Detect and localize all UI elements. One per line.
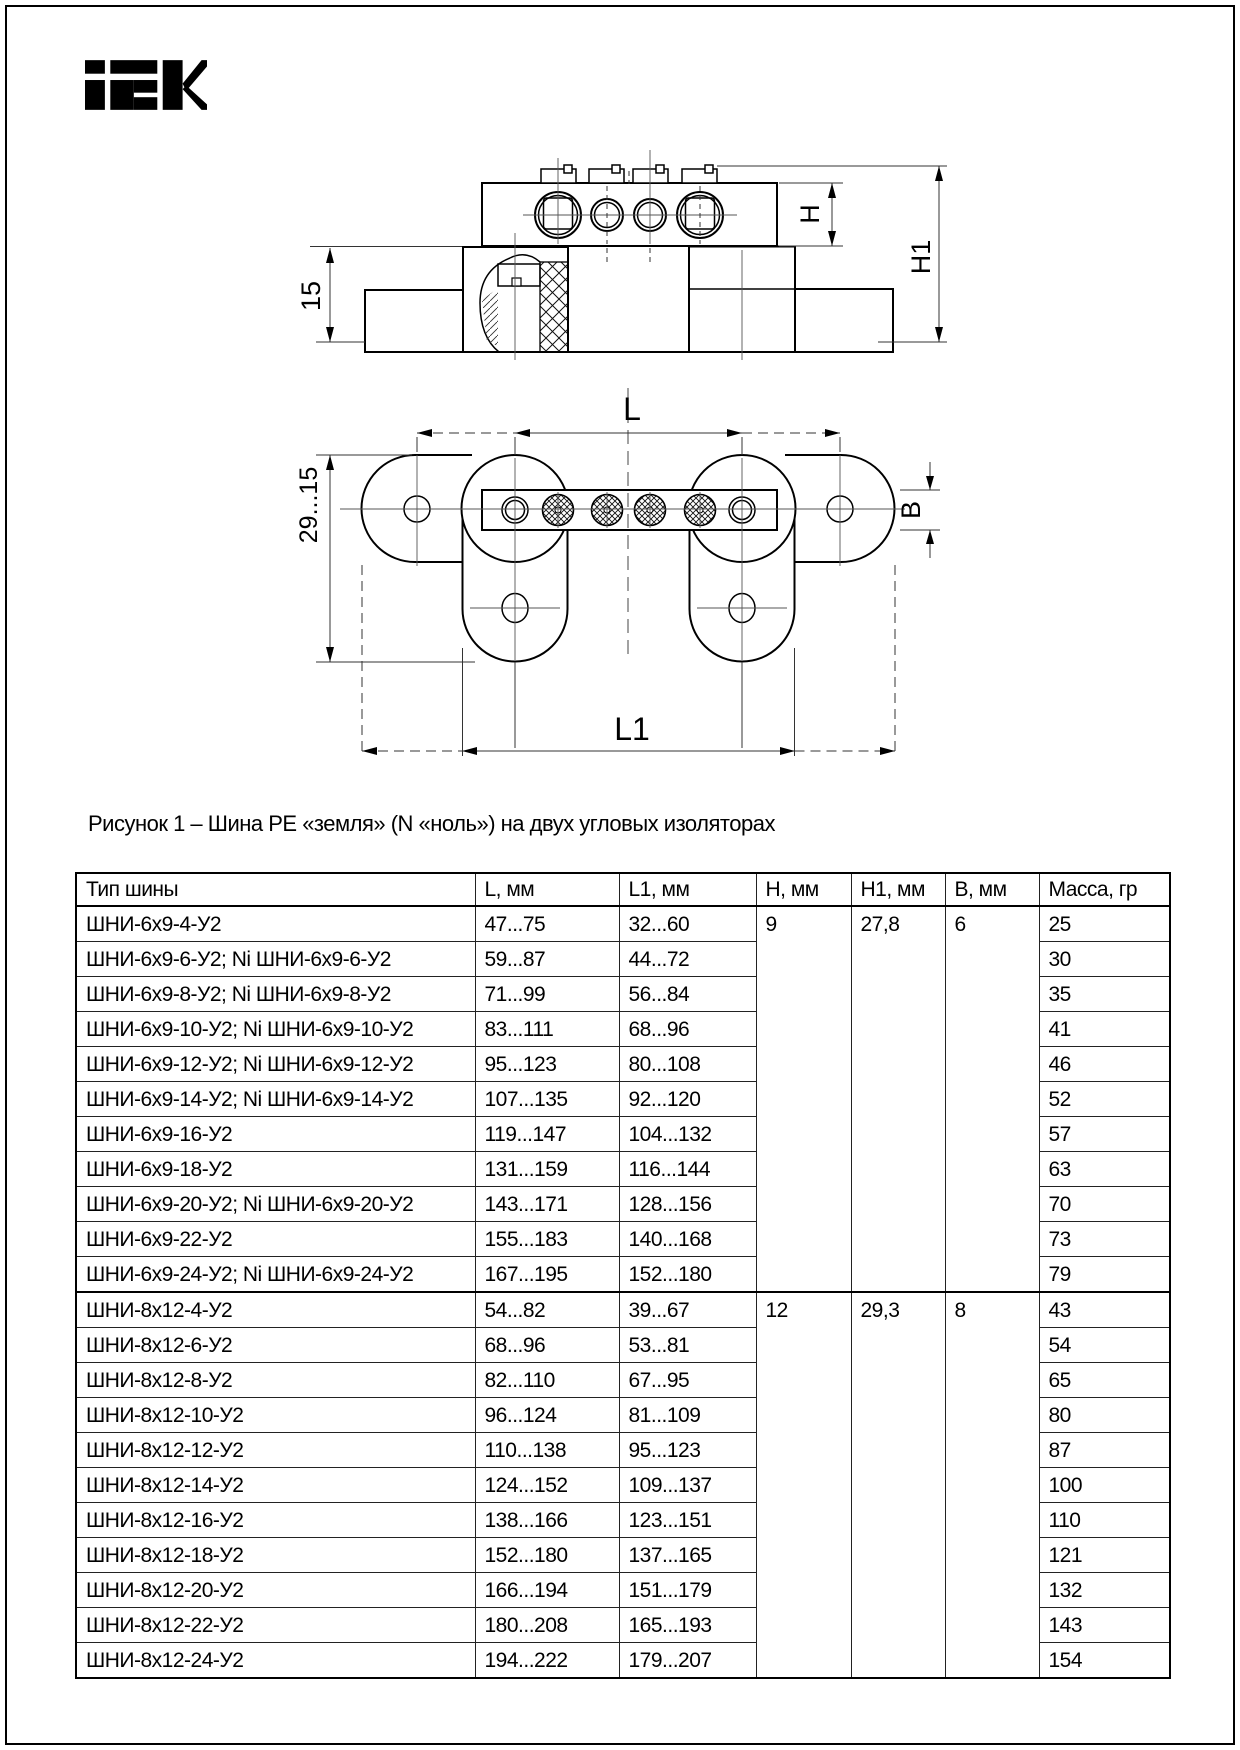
table-cell: 104...132 <box>619 1117 756 1152</box>
spec-table <box>75 872 1171 1679</box>
table-cell: 124...152 <box>475 1468 619 1503</box>
table-cell: ШНИ-8х12-10-У2 <box>76 1398 475 1433</box>
table-cell: 46 <box>1039 1047 1170 1082</box>
table-cell: 107...135 <box>475 1082 619 1117</box>
dim-l <box>417 391 840 455</box>
table-cell: 30 <box>1039 942 1170 977</box>
table-cell: 12 <box>756 1292 851 1678</box>
table-cell: 96...124 <box>475 1398 619 1433</box>
dim-b <box>896 462 940 558</box>
table-cell: 25 <box>1039 906 1170 942</box>
table-cell: 110 <box>1039 1503 1170 1538</box>
table-cell: 110...138 <box>475 1433 619 1468</box>
table-cell: 152...180 <box>619 1257 756 1293</box>
table-cell: 121 <box>1039 1538 1170 1573</box>
dim-label-l1: L1 <box>614 711 650 747</box>
dim-15 <box>296 248 365 342</box>
table-cell: 67...95 <box>619 1363 756 1398</box>
table-cell: 151...179 <box>619 1573 756 1608</box>
table-cell: ШНИ-8х12-22-У2 <box>76 1608 475 1643</box>
table-cell: 194...222 <box>475 1643 619 1679</box>
table-cell: ШНИ-6х9-6-У2; Ni ШНИ-6х9-6-У2 <box>76 942 475 977</box>
table-cell: 73 <box>1039 1222 1170 1257</box>
figure-caption: Рисунок 1 – Шина PE «земля» (N «ноль») на двух угловых изоляторах <box>88 811 775 836</box>
column-header: L, мм <box>475 873 619 906</box>
table-cell: 63 <box>1039 1152 1170 1187</box>
table-cell: 54...82 <box>475 1292 619 1328</box>
table-cell: ШНИ-6х9-8-У2; Ni ШНИ-6х9-8-У2 <box>76 977 475 1012</box>
table-row <box>76 1292 1170 1328</box>
table-cell: 123...151 <box>619 1503 756 1538</box>
table-cell: ШНИ-8х12-12-У2 <box>76 1433 475 1468</box>
table-cell: 79 <box>1039 1257 1170 1293</box>
table-cell: ШНИ-6х9-4-У2 <box>76 906 475 942</box>
table-cell: 143...171 <box>475 1187 619 1222</box>
table-cell: ШНИ-8х12-16-У2 <box>76 1503 475 1538</box>
table-cell: ШНИ-8х12-24-У2 <box>76 1643 475 1679</box>
table-cell: 52 <box>1039 1082 1170 1117</box>
table-cell: 137...165 <box>619 1538 756 1573</box>
dim-label-b: B <box>896 500 926 520</box>
table-body <box>76 906 1170 1678</box>
table-cell: 83...111 <box>475 1012 619 1047</box>
table-cell: ШНИ-6х9-20-У2; Ni ШНИ-6х9-20-У2 <box>76 1187 475 1222</box>
column-header: Тип шины <box>76 873 475 906</box>
table-cell: 71...99 <box>475 977 619 1012</box>
table-cell: 166...194 <box>475 1573 619 1608</box>
table-cell: ШНИ-6х9-16-У2 <box>76 1117 475 1152</box>
table-cell: ШНИ-6х9-10-У2; Ni ШНИ-6х9-10-У2 <box>76 1012 475 1047</box>
top-view <box>295 388 940 756</box>
table-cell: 44...72 <box>619 942 756 977</box>
table-cell: 8 <box>945 1292 1039 1678</box>
table-cell: 140...168 <box>619 1222 756 1257</box>
table-cell: 53...81 <box>619 1328 756 1363</box>
table-row <box>76 906 1170 942</box>
dim-label-15: 15 <box>296 280 326 312</box>
table-cell: 109...137 <box>619 1468 756 1503</box>
table-cell: 70 <box>1039 1187 1170 1222</box>
table-cell: ШНИ-6х9-14-У2; Ni ШНИ-6х9-14-У2 <box>76 1082 475 1117</box>
table-cell: 87 <box>1039 1433 1170 1468</box>
table-cell: 132 <box>1039 1573 1170 1608</box>
dim-label-29-15: 29...15 <box>295 466 323 544</box>
table-cell: 131...159 <box>475 1152 619 1187</box>
table-cell: 155...183 <box>475 1222 619 1257</box>
table-cell: 138...166 <box>475 1503 619 1538</box>
table-cell: 128...156 <box>619 1187 756 1222</box>
table-cell: 95...123 <box>475 1047 619 1082</box>
table-cell: 95...123 <box>619 1433 756 1468</box>
column-header: Масса, гр <box>1039 873 1170 906</box>
table-cell: ШНИ-8х12-8-У2 <box>76 1363 475 1398</box>
table-header-row <box>76 873 1170 906</box>
table-cell: ШНИ-8х12-20-У2 <box>76 1573 475 1608</box>
table-cell: 92...120 <box>619 1082 756 1117</box>
table-cell: 35 <box>1039 977 1170 1012</box>
table-cell: 68...96 <box>475 1328 619 1363</box>
table-cell: 29,3 <box>851 1292 945 1678</box>
table-cell: 56...84 <box>619 977 756 1012</box>
dim-h <box>779 183 843 246</box>
table-cell: 100 <box>1039 1468 1170 1503</box>
column-header: L1, мм <box>619 873 756 906</box>
table-cell: 180...208 <box>475 1608 619 1643</box>
table-cell: 43 <box>1039 1292 1170 1328</box>
table-cell: ШНИ-8х12-6-У2 <box>76 1328 475 1363</box>
table-cell: ШНИ-6х9-24-У2; Ni ШНИ-6х9-24-У2 <box>76 1257 475 1293</box>
table-cell: 179...207 <box>619 1643 756 1679</box>
table-cell: 80 <box>1039 1398 1170 1433</box>
table-cell: 116...144 <box>619 1152 756 1187</box>
table-cell: 143 <box>1039 1608 1170 1643</box>
iek-logo <box>85 57 207 113</box>
figure-drawing <box>255 140 955 790</box>
table-cell: 82...110 <box>475 1363 619 1398</box>
table-cell: 165...193 <box>619 1608 756 1643</box>
table-cell: 119...147 <box>475 1117 619 1152</box>
table-cell: 65 <box>1039 1363 1170 1398</box>
table-cell: 47...75 <box>475 906 619 942</box>
table-cell: ШНИ-8х12-4-У2 <box>76 1292 475 1328</box>
table-cell: 54 <box>1039 1328 1170 1363</box>
table-cell: ШНИ-6х9-12-У2; Ni ШНИ-6х9-12-У2 <box>76 1047 475 1082</box>
table-cell: 39...67 <box>619 1292 756 1328</box>
dim-label-h: H <box>795 204 825 224</box>
side-view <box>296 150 947 360</box>
table-cell: 80...108 <box>619 1047 756 1082</box>
table-cell: 167...195 <box>475 1257 619 1293</box>
dim-label-h1: H1 <box>906 239 936 275</box>
column-header: H, мм <box>756 873 851 906</box>
dim-l1 <box>362 648 895 756</box>
column-header: H1, мм <box>851 873 945 906</box>
table-cell: 41 <box>1039 1012 1170 1047</box>
column-header: B, мм <box>945 873 1039 906</box>
table-cell: 68...96 <box>619 1012 756 1047</box>
table-cell: 57 <box>1039 1117 1170 1152</box>
table-cell: ШНИ-6х9-18-У2 <box>76 1152 475 1187</box>
table-cell: 59...87 <box>475 942 619 977</box>
table-cell: 152...180 <box>475 1538 619 1573</box>
table-cell: ШНИ-8х12-14-У2 <box>76 1468 475 1503</box>
table-cell: 81...109 <box>619 1398 756 1433</box>
dim-label-l: L <box>623 391 641 427</box>
table-cell: ШНИ-6х9-22-У2 <box>76 1222 475 1257</box>
table-cell: ШНИ-8х12-18-У2 <box>76 1538 475 1573</box>
table-cell: 9 <box>756 906 851 1292</box>
table-cell: 27,8 <box>851 906 945 1292</box>
table-cell: 6 <box>945 906 1039 1292</box>
table-cell: 154 <box>1039 1643 1170 1679</box>
table-cell: 32...60 <box>619 906 756 942</box>
